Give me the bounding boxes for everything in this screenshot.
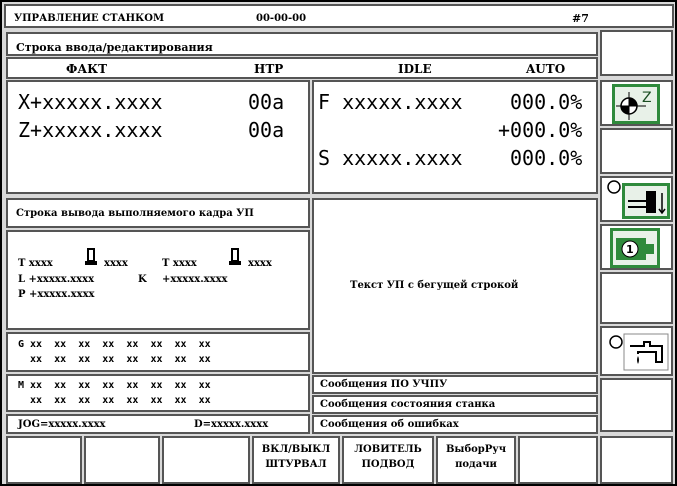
error-messages [312,415,598,434]
side-key-7[interactable] [600,326,673,376]
block-line-panel [6,198,310,228]
tool2-icon [228,248,242,266]
mode-label: AUTO [526,62,566,76]
m-codes-panel [6,374,310,412]
axis-z-unit: 00a [248,118,285,142]
plc-messages-text: Сообщения ПО УЧПУ [320,379,448,390]
axis-x-value: X+xxxxx.xxxx [18,90,163,114]
program-text-panel [312,198,598,374]
feed-value: F xxxxx.xxxx [318,90,463,114]
feed-panel [312,80,598,194]
clock: 00-00-00 [256,13,307,24]
htp-label: НТР [254,62,284,76]
spindle-percent: 000.0% [510,146,583,170]
g-codes-row2: xx xx xx xx xx xx xx xx [18,354,211,365]
program-text: Текст УП с бегущей строкой [350,280,519,291]
side-key-5[interactable] [600,224,673,270]
manual-feed-select-line2: подачи [455,459,497,470]
axes-panel [6,80,310,194]
state-label: IDLE [398,62,432,76]
handwheel-toggle-line1: ВКЛ/ВЫКЛ [261,444,331,455]
tool-length: L +xxxxx.xxxx [18,274,95,285]
edit-line-panel[interactable] [6,32,598,56]
plc-messages [312,375,598,394]
tool-k-label: K [138,274,147,285]
side-key-3[interactable] [600,128,673,174]
feed-percent: 000.0% [510,90,583,114]
state-messages-text: Сообщения состояния станка [320,399,496,410]
feed-correction: +000.0% [498,118,583,142]
tool2-number: T xxxx [162,258,197,269]
m-codes-row2: xx xx xx xx xx xx xx xx [18,395,211,406]
g-codes-row1: G xx xx xx xx xx xx xx xx [18,339,211,350]
tool1-number: T xxxx [18,258,53,269]
spindle-value: S xxxxx.xxxx [318,146,463,170]
bottom-key-1[interactable] [6,436,82,484]
edit-line-text: Строка ввода/редактирования [16,41,213,54]
g-codes-panel [6,332,310,372]
manual-feed-select-line1: ВыборРуч [445,444,507,455]
handwheel-toggle-line2: ШТУРВАЛ [265,459,327,470]
coolant-icon [608,332,670,372]
catcher-approach-line2: ПОДВОД [361,459,415,470]
state-messages [312,395,598,414]
bottom-key-7[interactable] [518,436,598,484]
jog-panel [6,414,310,434]
axis-x-unit: 00a [248,90,285,114]
manual-feed-select-button[interactable] [436,436,516,484]
app-title: УПРАВЛЕНИЕ СТАНКОМ [14,13,165,24]
side-key-8[interactable] [600,378,673,432]
spindle-1-icon [610,228,660,268]
status-bar [6,57,598,79]
axis-z-value: Z+xxxxx.xxxx [18,118,163,142]
error-messages-text: Сообщения об ошибках [320,419,459,430]
m-codes-row1: M xx xx xx xx xx xx xx xx [18,380,211,391]
svg-text:Z: Z [642,90,652,106]
catcher-approach-button[interactable] [342,436,434,484]
svg-text:1: 1 [626,243,634,256]
chuck-toggle-icon [606,179,672,221]
side-key-1[interactable] [600,30,673,76]
jog-value: JOG=xxxxx.xxxx [18,419,106,430]
side-key-6[interactable] [600,272,673,324]
channel-number: #7 [572,12,589,25]
tool-k-value: +xxxxx.xxxx [162,274,228,285]
zero-point-z-icon [612,84,660,124]
tool-p-row: P +xxxxx.xxxx [18,289,95,300]
tools-panel [6,230,310,330]
bottom-key-8[interactable] [600,436,673,484]
fact-label: ФАКТ [66,62,108,76]
bottom-key-3[interactable] [162,436,250,484]
tool2-offset: xxxx [248,258,272,269]
handwheel-toggle-button[interactable] [252,436,340,484]
side-key-4[interactable] [600,176,673,222]
tool1-icon [84,248,98,266]
title-bar [4,4,674,28]
catcher-approach-line1: ЛОВИТЕЛЬ [354,444,422,455]
tool1-offset: xxxx [104,258,128,269]
bottom-key-2[interactable] [84,436,160,484]
d-value: D=xxxxx.xxxx [194,419,269,430]
side-key-2[interactable] [600,80,673,126]
block-line-text: Строка вывода выполняемого кадра УП [16,208,254,219]
